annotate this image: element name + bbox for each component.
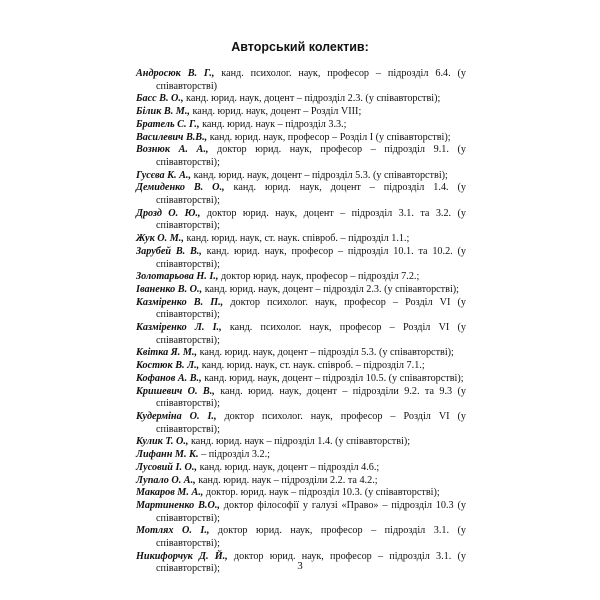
author-role: канд. юрид. наук, доцент – підрозділ 2.3. (у співавторстві); [202,283,460,295]
author-entry [136,106,466,119]
author-name: Мартиненко В.О., [136,499,220,511]
author-list [136,68,466,576]
author-role: канд. юрид. наук, доцент – підрозділи 9.2. та 9.3 (у співавторстві); [156,385,466,410]
author-role: канд. юрид. наук, професор – підрозділ 10.1. та 10.2. (у співавторстві); [156,245,466,270]
author-name: Никифорчук Д. Й., [136,550,228,562]
author-name: Демиденко В. О., [136,182,225,194]
author-role: доктор юрид. наук, професор – підрозділ 9.1. (у співавторстві); [156,144,466,168]
author-name: Кофанов А. В., [136,372,202,384]
author-entry [136,170,466,183]
author-entry [136,246,466,271]
author-entry [136,119,466,132]
author-name: Братель С. Г., [136,118,200,130]
author-entry [136,208,466,233]
author-name: Казміренко В. П., [136,296,224,308]
author-role: канд. юрид. наук, ст. наук. співроб. – підрозділ 7.1.; [199,360,425,372]
author-name: Лифанн М. К. [136,449,199,461]
author-role: доктор юрид. наук, професор – підрозділ 3.1. (у співавторстві); [156,550,466,575]
author-role: канд. юрид. наук, доцент – підрозділ 1.4. (у співавторстві); [156,182,466,207]
author-name: Лупало О. А., [136,474,196,486]
author-entry [136,182,466,207]
author-entry [136,487,466,500]
author-role: канд. психолог. наук, професор – підрозділ 6.4. (у співавторстві) [156,68,466,92]
author-role: – підрозділ 3.2.; [198,449,270,461]
author-entry [136,271,466,284]
author-entry [136,132,466,145]
author-name: Макаров М. А., [136,487,204,499]
author-name: Лусовий І. О., [136,461,198,473]
author-entry [136,297,466,322]
author-entry [136,525,466,550]
author-name: Жук О. М., [136,233,184,245]
author-role: канд. юрид. наук, професор – Розділ І (у співавторстві); [207,131,451,143]
author-name: Басс В. О., [136,93,184,105]
author-role: доктор психолог. наук, професор – Розділ VI (у співавторстві); [156,410,467,435]
author-role: канд. юрид. наук, доцент – Розділ VIII; [189,106,362,118]
author-role: доктор. юрид. наук – підрозділ 10.3. (у співавторстві); [203,487,440,499]
author-name: Білик В. М., [136,106,190,118]
author-entry [136,347,466,360]
author-name: Кришевич О. В., [136,385,215,397]
author-entry [136,233,466,246]
author-role: доктор юрид. наук, професор – підрозділ 3.1. (у співавторстві); [156,525,466,550]
author-role: канд. юрид. наук, доцент – підрозділ 5.3. (у співавторстві); [191,169,448,181]
author-name: Квітка Я. М., [136,347,198,359]
author-role: канд. юрид. наук, доцент – підрозділ 10.5. (у співавторстві); [201,372,464,384]
author-entry [136,411,466,436]
author-entry [136,144,466,169]
author-entry [136,360,466,373]
author-entry [136,436,466,449]
author-role: канд. юрид. наук – підрозділи 2.2. та 4.2.; [195,474,378,486]
author-role: канд. юрид. наук – підрозділ 3.3.; [199,118,347,130]
author-name: Зарубей В. В., [136,245,202,257]
author-role: доктор юрид. наук, професор – підрозділ 7.2.; [218,271,420,283]
author-name: Іваненко В. О., [136,283,203,295]
author-name: Вознюк А. А., [136,144,209,156]
author-role: канд. юрид. наук, доцент – підрозділ 2.3. (у співавторстві); [183,93,441,105]
author-name: Андросюк В. Г., [136,68,215,79]
author-name: Золотарьова Н. І., [136,271,219,283]
author-name: Мотлях О. І., [136,525,210,537]
author-entry [136,93,466,106]
author-entry [136,386,466,411]
author-role: канд. юрид. наук, доцент – підрозділ 5.3. (у співавторстві); [197,347,454,359]
author-entry [136,322,466,347]
author-entry [136,68,466,93]
author-entry [136,284,466,297]
page-number: 3 [297,560,303,572]
author-entry [136,373,466,386]
author-name: Кудерміна О. І., [136,410,217,422]
author-role: доктор юрид. наук, доцент – підрозділ 3.1. та 3.2. (у співавторстві); [156,207,466,232]
author-name: Гусєва К. А., [136,169,192,181]
author-role: канд. юрид. наук – підрозділ 1.4. (у співавторстві); [188,436,411,448]
author-name: Казміренко Л. І., [136,322,222,334]
page-title: Авторський колектив: [231,40,369,54]
author-entry [136,449,466,462]
author-role: канд. психолог. наук, професор – Розділ VI (у співавторстві); [156,322,466,346]
author-role: канд. юрид. наук, ст. наук. співроб. – підрозділ 1.1.; [183,233,410,245]
author-role: канд. юрид. наук, доцент – підрозділ 4.6.; [197,461,380,473]
author-name: Дрозд О. Ю., [136,207,201,219]
author-entry [136,462,466,475]
author-name: Василевич В.В., [136,131,208,143]
author-name: Костюк В. Л., [136,360,200,372]
author-entry [136,500,466,525]
author-role: доктор філософії у галузі «Право» – підрозділ 10.3 (у співавторстві); [156,499,466,524]
author-role: доктор психолог. наук, професор – Розділ VI (у співавторстві); [156,296,466,321]
author-name: Кулик Т. О., [136,436,189,448]
author-entry [136,475,466,488]
